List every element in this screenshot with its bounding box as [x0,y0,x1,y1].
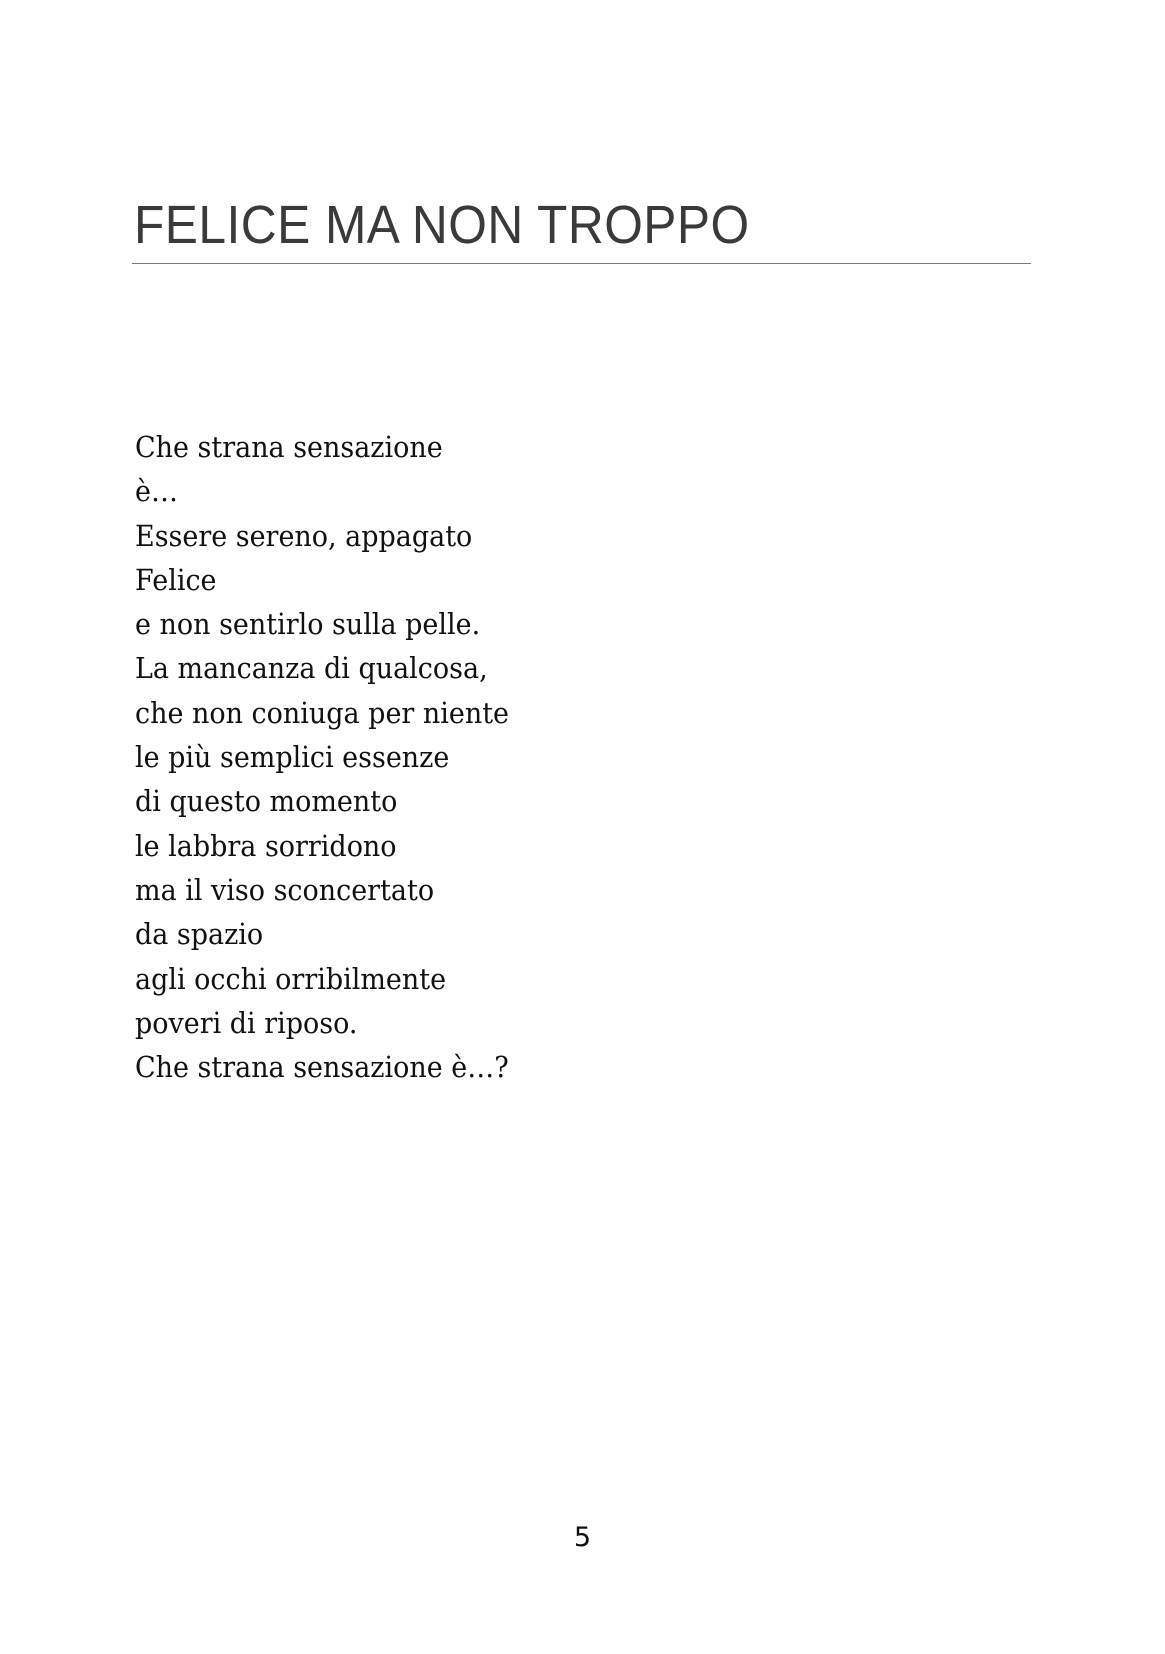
poem-line: Che strana sensazione [135,430,443,464]
title-underline [132,263,1031,264]
poem-body [135,425,509,1089]
poem-line: che non coniuga per niente [135,695,510,730]
poem-line: Felice [135,562,217,597]
poem-line: è… [135,474,178,509]
page-number: 5 [573,1522,592,1553]
poem-line: Che strana sensazione è…? [135,1050,509,1085]
poem-line: Essere sereno, appagato [135,518,473,553]
poem-line: le più semplici essenze [135,740,450,775]
poem-line: da spazio [135,917,264,952]
poem-line: ma il viso sconcertato [135,872,435,907]
poem-line: La mancanza di qualcosa, [135,651,488,686]
poem-line: e non sentirlo sulla pelle. [135,607,481,642]
poem-line: le labbra sorridono [135,828,397,863]
poem-line: agli occhi orribilmente [135,961,447,996]
poem-title: FELICE MA NON TROPPO [134,195,750,255]
poem-line: di questo momento [135,784,398,819]
poem-line: poveri di riposo. [135,1005,358,1040]
